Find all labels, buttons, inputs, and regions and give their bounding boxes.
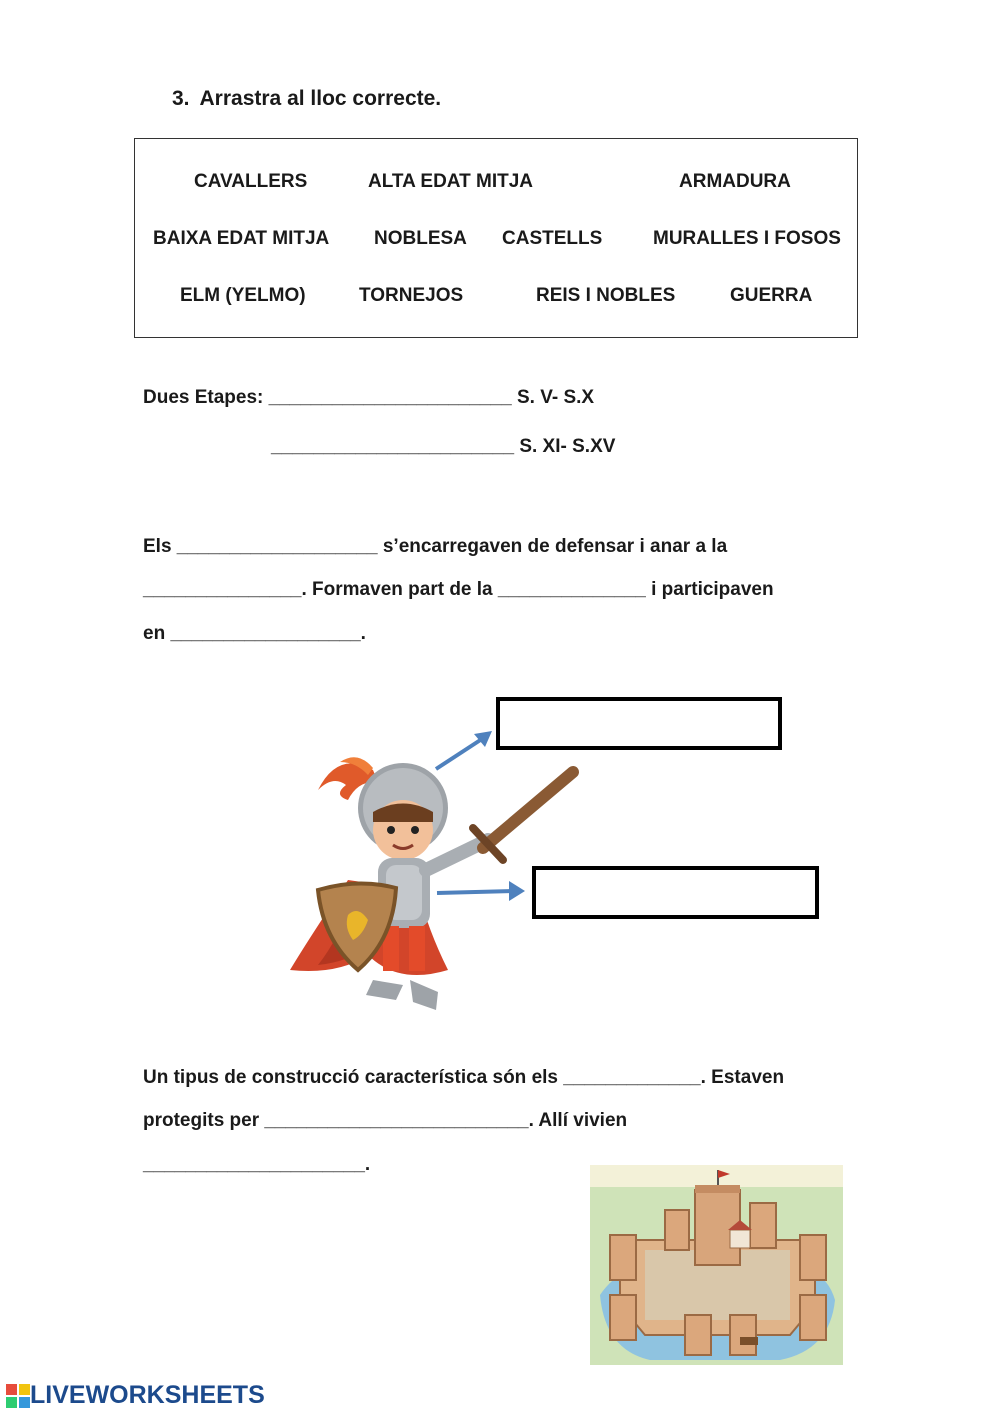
exercise-number: 3. <box>172 87 190 110</box>
exercise-title <box>172 87 441 111</box>
word-card[interactable]: BAIXA EDAT MITJA <box>153 228 330 249</box>
word-card[interactable]: CAVALLERS <box>194 171 308 192</box>
exercise-instruction: Arrastra al lloc correcte. <box>199 87 442 110</box>
arrow-icon <box>435 876 530 906</box>
castle-illustration <box>590 1165 843 1365</box>
etapes-line-2 <box>271 436 615 458</box>
etapes-period-2: S. XI- S.XV <box>519 436 616 457</box>
cavallers-line-3[interactable]: en __________________. <box>143 623 366 644</box>
cavallers-line-1[interactable]: Els ___________________ s’encarregaven de defensar i anar a la <box>143 536 728 557</box>
etapes-period-1: S. V- S.X <box>516 387 595 408</box>
word-card[interactable]: CASTELLS <box>502 228 603 249</box>
castells-line-1[interactable]: Un tipus de construcció característica són els _____________. Estaven <box>143 1067 785 1088</box>
word-card[interactable]: GUERRA <box>730 285 813 306</box>
etapes-blank-2[interactable]: _______________________ <box>271 436 515 457</box>
etapes-label: Dues Etapes: <box>143 387 264 408</box>
word-card[interactable]: TORNEJOS <box>359 285 464 306</box>
footer-brand[interactable]: LIVEWORKSHEETS <box>30 1381 265 1409</box>
word-card[interactable]: ELM (YELMO) <box>180 285 306 306</box>
liveworksheets-logo-icon <box>6 1384 30 1408</box>
word-card[interactable]: NOBLESA <box>374 228 467 249</box>
word-card[interactable]: MURALLES I FOSOS <box>653 228 841 249</box>
arrow-icon <box>430 725 500 775</box>
word-card[interactable]: REIS I NOBLES <box>536 285 676 306</box>
etapes-blank-1[interactable]: _______________________ <box>268 387 512 408</box>
word-bank <box>134 138 858 338</box>
drop-box-helmet[interactable] <box>496 697 782 750</box>
drop-box-armor[interactable] <box>532 866 819 919</box>
castells-line-2[interactable]: protegits per _________________________. Allí vivien <box>143 1110 628 1131</box>
word-card[interactable]: ALTA EDAT MITJA <box>368 171 533 192</box>
word-card[interactable]: ARMADURA <box>679 171 791 192</box>
etapes-line-1 <box>143 387 594 409</box>
footer <box>6 1381 265 1410</box>
cavallers-line-2[interactable]: _______________. Formaven part de la ______________ i participaven <box>143 579 774 600</box>
castells-line-3[interactable]: _____________________. <box>143 1154 371 1175</box>
